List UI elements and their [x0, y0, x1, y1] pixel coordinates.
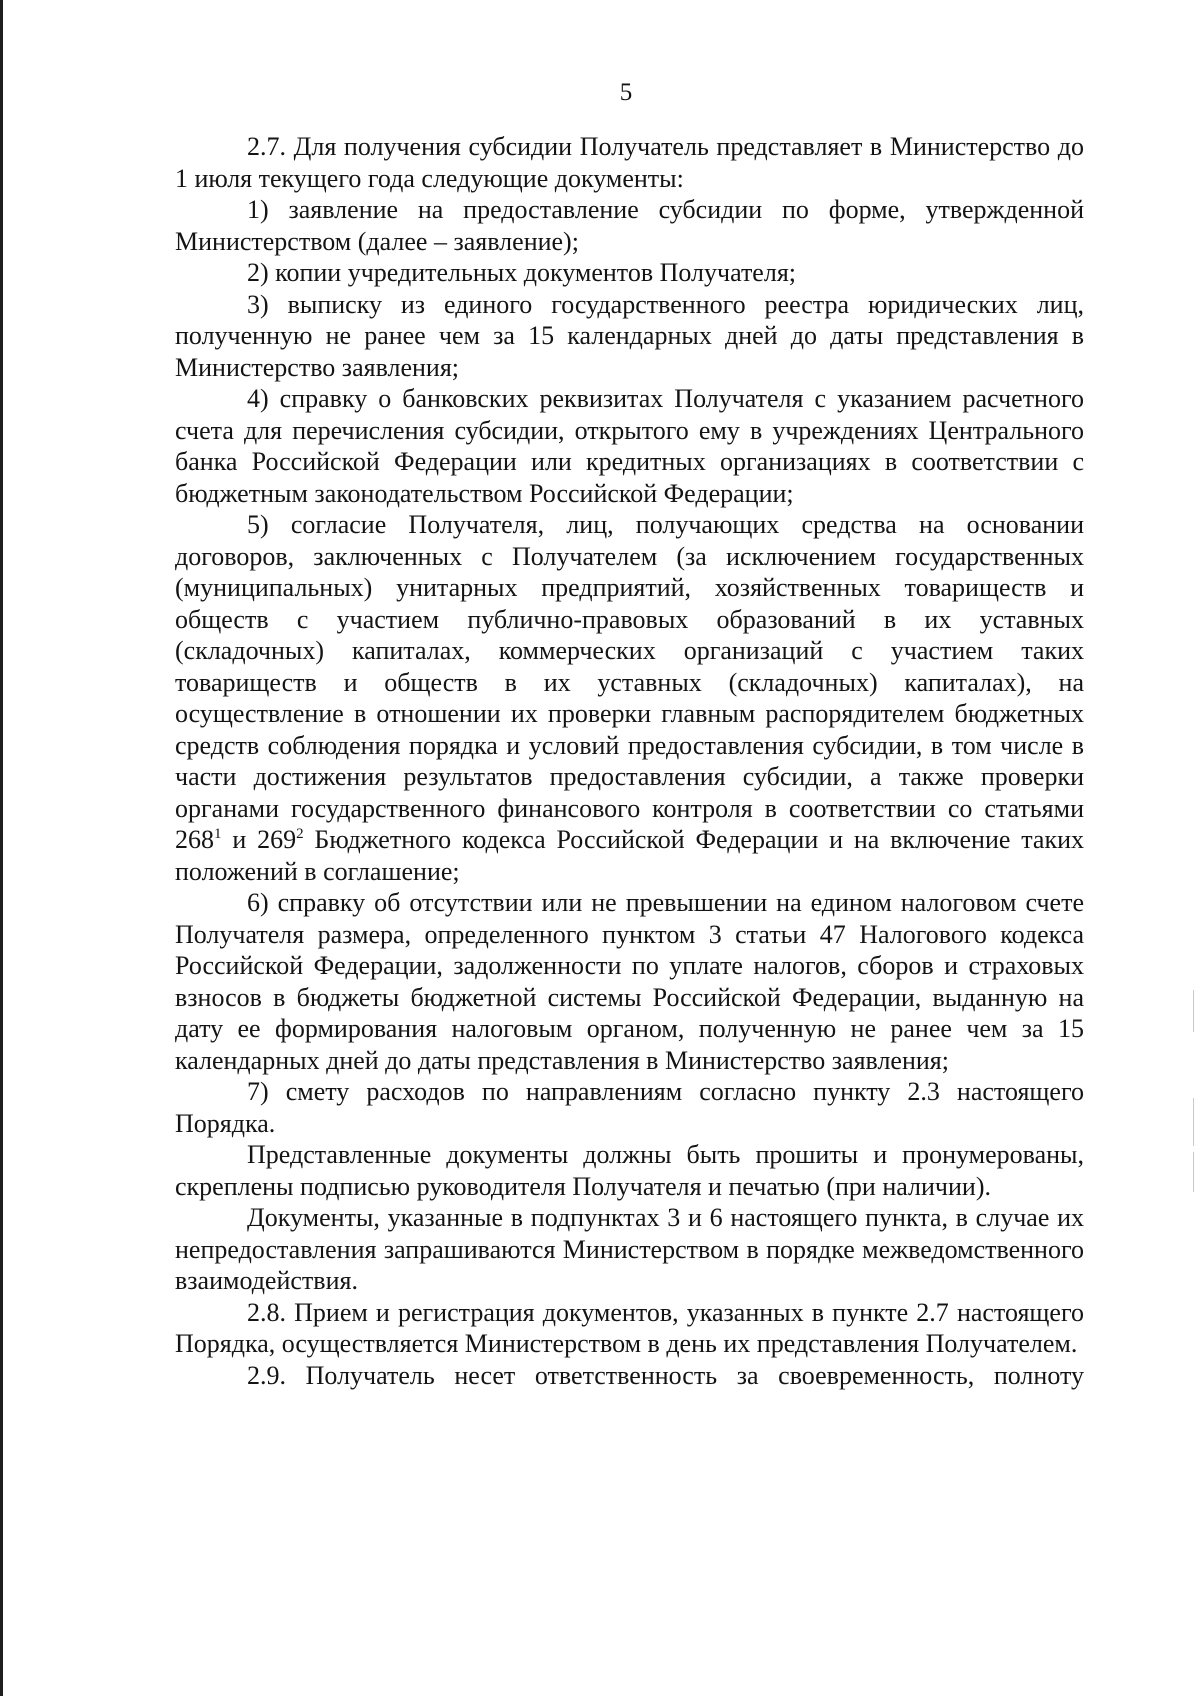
- scan-artifact-mark: [1193, 990, 1194, 1032]
- superscript-1: 1: [214, 826, 222, 842]
- list-item-1: 1) заявление на предоставление субсидии по форме, утвержденной Министерством (далее – заявление);: [175, 195, 1084, 256]
- list-item-7: 7) смету расходов по направлениям согласно пункту 2.3 настоящего Порядка.: [175, 1077, 1084, 1138]
- list-item-5-text-start: 5) согласие Получателя, лиц, получающих средства на основании договоров, заключенных с Получателем (за исключением государственных (муниципальных) унитарных предприятий, хозяйственных товариществ и обществ с участием публично-правовых образований в их уставных (складочных) капиталах, коммерческих организаций с участием таких товариществ и обществ в их уставных (складочных) капиталах), на осуществление в отношении их проверки главным распорядителем бюджетных средств соблюдения порядка и условий предоставления субсидии, в том числе в части достижения результатов предоставления субсидии, а также проверки органами государственного финансового контроля в соответствии со статьями 268: [175, 510, 1084, 854]
- paragraph-2-9: 2.9. Получатель несет ответственность за своевременность, полноту: [247, 1360, 1084, 1390]
- list-item-6: 6) справку об отсутствии или не превышении на едином налоговом счете Получателя размера, определенного пунктом 3 статьи 47 Налогового кодекса Российской Федерации, задолженности по уплате налогов, сборов и страховых взносов в бюджеты бюджетной системы Российской Федерации, выданную на дату ее формирования налоговым органом, полученную не ранее чем за 15 календарных дней до даты представления в Министерство заявления;: [175, 888, 1084, 1075]
- scan-left-edge: [0, 0, 3, 1696]
- list-item-4: 4) справку о банковских реквизитах Получателя с указанием расчетного счета для перечисления субсидии, открытого ему в учреждениях Центрального банка Российской Федерации или кредитных организациях в соответствии с бюджетным законодательством Российской Федерации;: [175, 384, 1084, 508]
- paragraph-documents-requested: Документы, указанные в подпунктах 3 и 6 настоящего пункта, в случае их непредоставления запрашиваются Министерством в порядке межведомственного взаимодействия.: [175, 1203, 1084, 1295]
- list-item-2: 2) копии учредительных документов Получателя;: [247, 258, 797, 287]
- list-item-3: 3) выписку из единого государственного реестра юридических лиц, полученную не ранее чем за 15 календарных дней до даты представления в Министерство заявления;: [175, 289, 1084, 382]
- paragraph-2-7: 2.7. Для получения субсидии Получатель представляет в Министерство до 1 июля текущего года следующие документы:: [175, 132, 1084, 193]
- list-item-5-text-end: Бюджетного кодекса Российской Федерации и на включение таких положений в соглашение;: [175, 825, 1084, 886]
- document-body: [175, 131, 1084, 1391]
- paragraph-2-8: 2.8. Прием и регистрация документов, указанных в пункте 2.7 настоящего Порядка, осуществляется Министерством в день их представления Получателем.: [175, 1297, 1084, 1358]
- scan-artifact-mark: [1193, 1098, 1194, 1146]
- scan-artifact-mark: [1193, 1152, 1194, 1192]
- list-item-5: [175, 509, 1084, 887]
- list-item-5-text-middle: и 269: [221, 825, 297, 854]
- paragraph-documents-bound: Представленные документы должны быть прошиты и пронумерованы, скреплены подписью руководителя Получателя и печатью (при наличии).: [175, 1140, 1084, 1201]
- page-number: 5: [619, 79, 633, 106]
- superscript-2: 2: [296, 826, 304, 842]
